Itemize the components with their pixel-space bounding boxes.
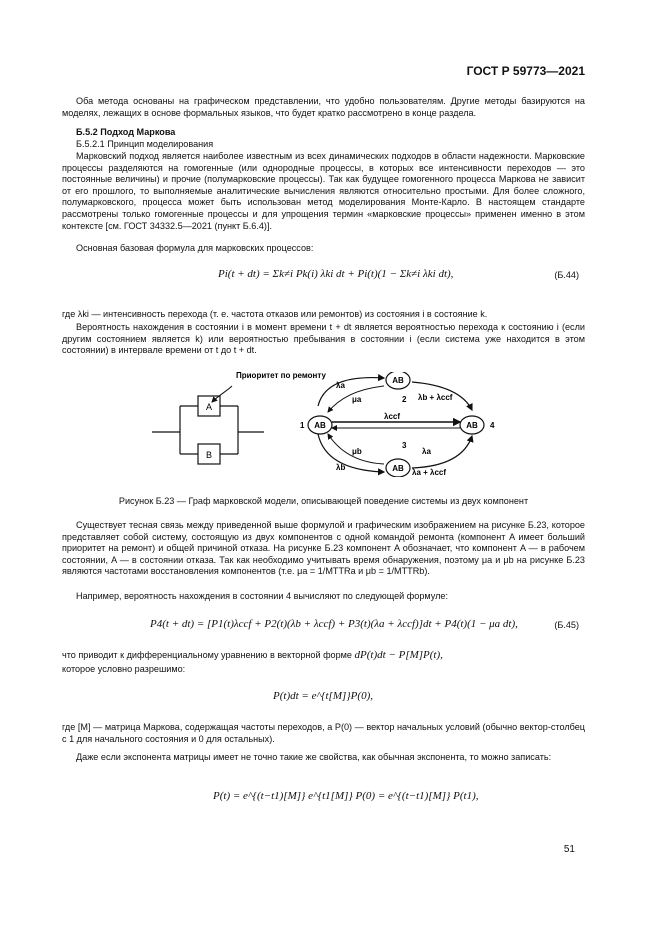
edge-label-lambda-b-ccf: λb + λccf <box>418 393 453 402</box>
state-node-1-label: AB <box>314 421 326 430</box>
paragraph-lambda-definition: где λki — интенсивность перехода (т. е. частота отказов или ремонтов) из состояния i в состояние k. <box>62 309 488 319</box>
state-number-3: 3 <box>402 441 407 450</box>
edge-label-lambda-b: λb <box>336 463 346 472</box>
block-diagram <box>152 372 326 464</box>
paragraph-state4-example: Например, вероятность нахождения в состоянии 4 вычисляют по следующей формуле: <box>76 591 448 601</box>
paragraph-matrix-definition: где [M] — матрица Маркова, содержащая частоты переходов, а P(0) — вектор начальных условий (обычно вектор-столбец с 1 для начального состояния и 0 для остальных). <box>62 722 585 744</box>
block-a-label: A <box>205 402 213 412</box>
page-number: 51 <box>563 844 575 855</box>
equation-vector: dP(t)dt − P[M]P(t), <box>354 649 443 661</box>
paragraph-vector-form <box>62 650 443 662</box>
edge-label-lambda-a-2: λa <box>422 447 431 456</box>
edge-label-lambda-ccf: λccf <box>384 412 401 421</box>
state-number-1: 1 <box>300 421 305 430</box>
paragraph-solvable: которое условно разрешимо: <box>62 664 186 674</box>
paragraph-exponent: Даже если экспонента матрицы имеет не точно такие же свойства, как обычная экспонента, то можно записать: <box>76 752 552 762</box>
paragraph-figure-relation: Существует тесная связь между приведенной выше формулой и графическим изображением на рисунке Б.23, которое представляет собой систему, состоящую из двух компонентов с одной командой ремонта (компонент A имеет больший приоритет на ремонт) и общей причиной отказа. На рисунке Б.23 компонент A обозначает, что компонент A — в рабочем состоянии, A — в состоянии отказа. Так как необходимо учитывать время обнаружения, поэтому μa и μb на рисунке Б.23 являются частотами восстановления компонентов (т.е. μa = 1/MTTRa и μb = 1/MTTRb). <box>62 520 585 577</box>
equation-solution: P(t)dt = e^{t[M]}P(0), <box>273 690 373 702</box>
equation-b45-number: (Б.45) <box>554 620 579 630</box>
equation-b45: P4(t + dt) = [P1(t)λccf + P2(t)(λb + λccf) + P3(t)(λa + λccf)]dt + P4(t)(1 − μa dt), <box>150 618 518 630</box>
subsection-title: Б.5.2.1 Принцип моделирования <box>76 139 214 149</box>
block-b-label: B <box>205 450 213 460</box>
priority-label: Приоритет по ремонту <box>236 372 326 380</box>
edge-label-mu-b: μb <box>352 447 362 456</box>
state-node-2-label: AB <box>392 376 404 385</box>
edge-label-lambda-a: λa <box>336 381 345 390</box>
state-number-2: 2 <box>402 395 407 404</box>
figure-caption: Рисунок Б.23 — Граф марковской модели, описывающей поведение системы из двух компонент <box>118 496 529 506</box>
markov-graph <box>300 372 495 477</box>
state-number-4: 4 <box>490 421 495 430</box>
equation-b44-number: (Б.44) <box>554 270 579 280</box>
paragraph-state-probability: Вероятность нахождения в состоянии i в момент времени t + dt является вероятностью перехода к состоянию i (если другим состоянием является k) или вероятностью пребывания в состоянии i (если система уже находится в этом состоянии) в интервале времени от t до t + dt. <box>62 322 585 356</box>
vector-form-text: что приводит к дифференциальному уравнению в векторной форме <box>62 650 352 660</box>
paragraph-intro: Оба метода основаны на графическом представлении, что удобно пользователям. Другие методы базируются на моделях, лежащих в основе формальных языков, что будет кратко рассмотрено в конце раздела. <box>62 96 585 118</box>
state-node-3-label: AB <box>392 464 404 473</box>
edge-label-lambda-a-ccf: λa + λccf <box>412 468 447 477</box>
paragraph-markov-approach: Марковский подход является наиболее известным из всех динамических подходов в области надежности. Марковские процессы разделяются на гомогенные (или однородные процессы, в которых все интенсивности переходов — это постоянные величины) и прочие (полумарковские процессы). Так как будущее гомогенного процесса Маркова не зависит от его прошлого, то выполняемые аналитические вычисления являются относительно простыми. Для более сложного, полумарковского, процесса может быть использован метод моделирования Монте-Карло. В настоящем стандарте рассмотрены только гомогенные процессы и для упрощения термин «марковские процессы» применен именно в этом контексте [см. ГОСТ 34332.5—2021 (пункт Б.6.4)]. <box>62 151 585 231</box>
section-title: Б.5.2 Подход Маркова <box>76 127 176 137</box>
paragraph-base-formula: Основная базовая формула для марковских процессов: <box>76 243 314 253</box>
equation-final: P(t) = e^{(t−t1)[M]} e^{t1[M]} P(0) = e^{(t−t1)[M]} P(t1), <box>213 790 479 802</box>
state-node-4-label: AB <box>466 421 478 430</box>
equation-b44: Pi(t + dt) = Σk≠i Pk(i) λki dt + Pi(t)(1 − Σk≠i λki dt), <box>218 268 454 280</box>
document-code: ГОСТ Р 59773—2021 <box>466 64 585 78</box>
edge-label-mu-a: μa <box>352 395 362 404</box>
markov-figure <box>150 372 530 477</box>
